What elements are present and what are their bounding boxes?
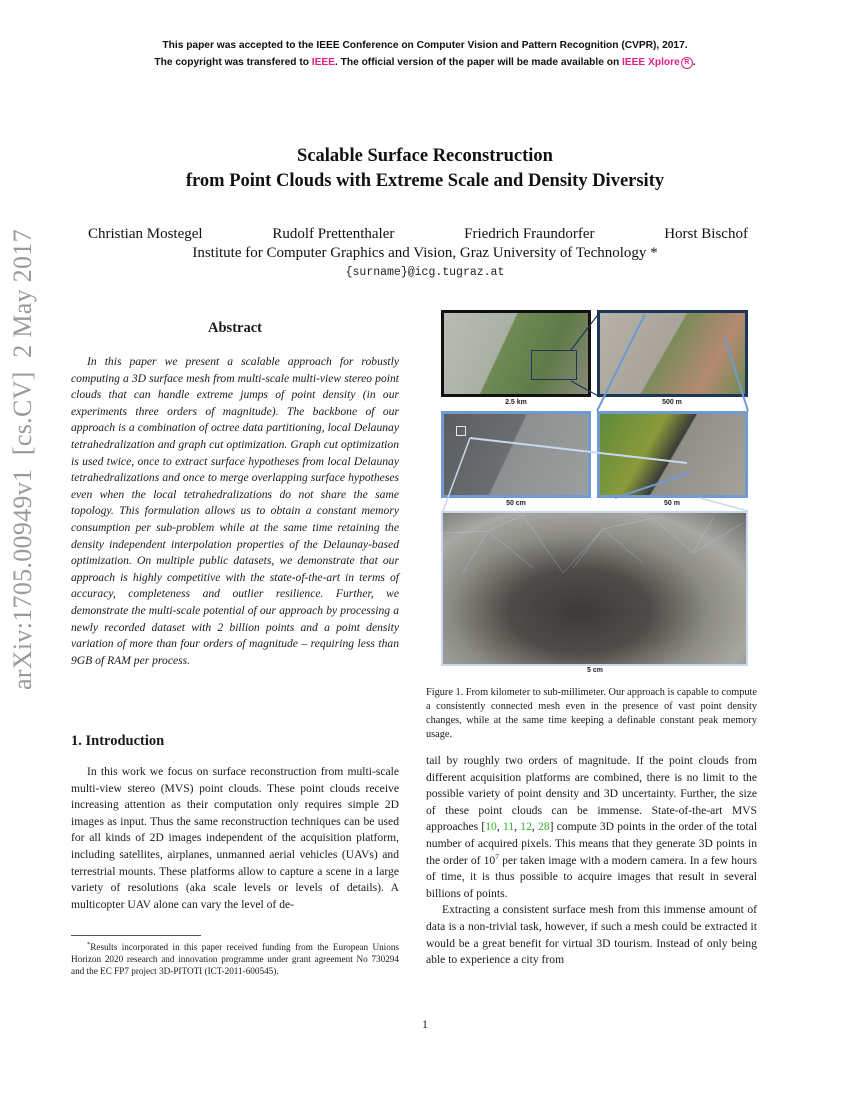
citation-link[interactable]: 12 <box>520 820 532 834</box>
author-list <box>88 226 748 243</box>
figure-1 <box>440 308 756 674</box>
page-number: 1 <box>422 1017 428 1031</box>
author: Friedrich Fraundorfer <box>464 226 595 242</box>
footnote-mark: * <box>87 941 91 948</box>
scale-label: 50 m <box>664 500 680 507</box>
footnote <box>71 939 399 978</box>
conference-notice-line2 <box>0 57 850 69</box>
paragraph-text: per taken image with a modern camera. In a few hours of time, it is thus possible to acquire images that result in several billions of points. <box>426 853 757 900</box>
abstract-text: In this paper we present a scalable approach for robustly computing a 3D surface mesh from multi-scale multi-view stereo point clouds that can handle extreme jumps of point density (in our experiments three orders of magnitude). The backbone of our approach is a combination of octree data partitioning, local Delaunay tetrahedralization and graph cut optimization. Graph cut optimization is used twice, once to extract surface hypotheses from local Delaunay tetrahedralizations and once to merge overlapping surface hypotheses even when the local tetrahedralizations do not share the same topology. This formulation allows us to obtain a constant memory consumption per sub-problem while at the same time retaining the density independent interpolation properties of the Delaunay-based optimization. On multiple public datasets, we demonstrate that our approach is highly competitive with the state-of-the-art in terms of accuracy, completeness and outlier resilience. Further, we demonstrate the multi-scale potential of our approach by processing a newly recorded dataset with 2 billion points and a point density variation of more than four orders of magnitude – requiring less than 9GB of RAM per process. <box>71 355 399 667</box>
author: Rudolf Prettenthaler <box>272 226 395 242</box>
exponent: 7 <box>495 851 499 861</box>
zoom-connector-lines <box>440 308 756 674</box>
paragraph: tail by roughly two orders of magnitude. If the point clouds from different acquisition platforms are combined, there is no limit to the possible variety of point density and 3D uncertainty. Further, the size of these point clouds can be immense. State-of-the-art MVS approaches [10, 11, 12, 28] compute 3D points in the order of the total number of acquired pixels. This means that they generate 3D points in the order of $10^7$ per taken image with a modern camera. In a few hours of time, it is thus possible to acquire images that result in several billions of points. <box>426 754 758 900</box>
footnote-divider <box>71 935 201 936</box>
paragraph-text: tail by roughly two orders of magnitude. If the point clouds from different acquisition platforms are combined, there is no limit to the possible variety of point density and 3D uncertainty. Further, the size of these point clouds can be immense. State-of-the-art MVS approaches [ <box>426 754 757 834</box>
notice-text: . The official version of the paper will be made available on <box>334 57 623 68</box>
affiliation: Institute for Computer Graphics and Vision, Graz University of Technology * <box>192 245 658 261</box>
scale-label: 5 cm <box>587 667 603 674</box>
registered-mark-icon: R <box>681 57 693 69</box>
paragraph-text: ] compute 3D points in the order of the total number of acquired pixels. This means that they generate 3D points in the order of 10 <box>426 820 758 867</box>
scale-label: 500 m <box>662 399 682 406</box>
notice-text: . <box>692 57 696 68</box>
citation-link[interactable]: 10 <box>485 820 497 834</box>
paper-title <box>0 144 850 194</box>
citation-link[interactable]: 28 <box>538 820 550 834</box>
ieee-xplore-link[interactable]: IEEE Xplore <box>622 57 680 68</box>
introduction-continued <box>426 753 757 969</box>
scale-label: 2.5 km <box>505 399 527 406</box>
footnote-text: Results incorporated in this paper received funding from the European Unions Horizon 2020 research and innovation programme under grant agreement No 730294 and the EC FP7 project 3D-PITOTI (ICT-2011-600545). <box>71 942 399 977</box>
title-line-1: Scalable Surface Reconstruction <box>297 146 553 166</box>
abstract-heading: Abstract <box>208 320 262 336</box>
citation-link[interactable]: 11 <box>502 820 515 834</box>
introduction-paragraph: In this work we focus on surface reconstruction from multi-scale multi-view stereo (MVS) point clouds. These point clouds receive increasing attention as their computation only requires simple 2D images as input. Thus the same reconstruction techniques can be used for all kinds of 2D images independent of the acquisition platform, including satellites, airplanes, unmanned aerial vehicles (UAVs) and terrestrial mounts. These platforms allow to capture a scene in a large variety of resolutions (aka scale levels or levels of details). A multicopter UAV alone can vary the level of de- <box>71 765 399 911</box>
notice-text: The copyright was transfered to <box>154 57 312 68</box>
ieee-link[interactable]: IEEE <box>311 57 335 68</box>
section-heading-introduction: 1. Introduction <box>71 733 165 749</box>
author: Horst Bischof <box>664 226 748 242</box>
figure-caption: Figure 1. From kilometer to sub-millimeter. Our approach is capable to compute a consistently connected mesh even in the presence of vast point density changes, while at the same time keeping a definable constant peak memory usage. <box>426 687 757 740</box>
paragraph: Extracting a consistent surface mesh from this immense amount of data is a non-trivial task, however, if such a mesh could be extracted it would be a great benefit for virtual 3D tourism. Instead of only being able to experience a city from <box>426 903 757 967</box>
arxiv-stamp: arXiv:1705.00949v1 [cs.CV] 2 May 2017 <box>8 229 37 690</box>
author: Christian Mostegel <box>88 226 203 242</box>
scale-label: 50 cm <box>506 500 526 507</box>
author-email: {surname}@icg.tugraz.at <box>345 266 505 279</box>
conference-notice-line1: This paper was accepted to the IEEE Conference on Computer Vision and Pattern Recognition (CVPR), 2017. <box>162 40 688 51</box>
title-line-2: from Point Clouds with Extreme Scale and Density Diversity <box>185 171 665 191</box>
